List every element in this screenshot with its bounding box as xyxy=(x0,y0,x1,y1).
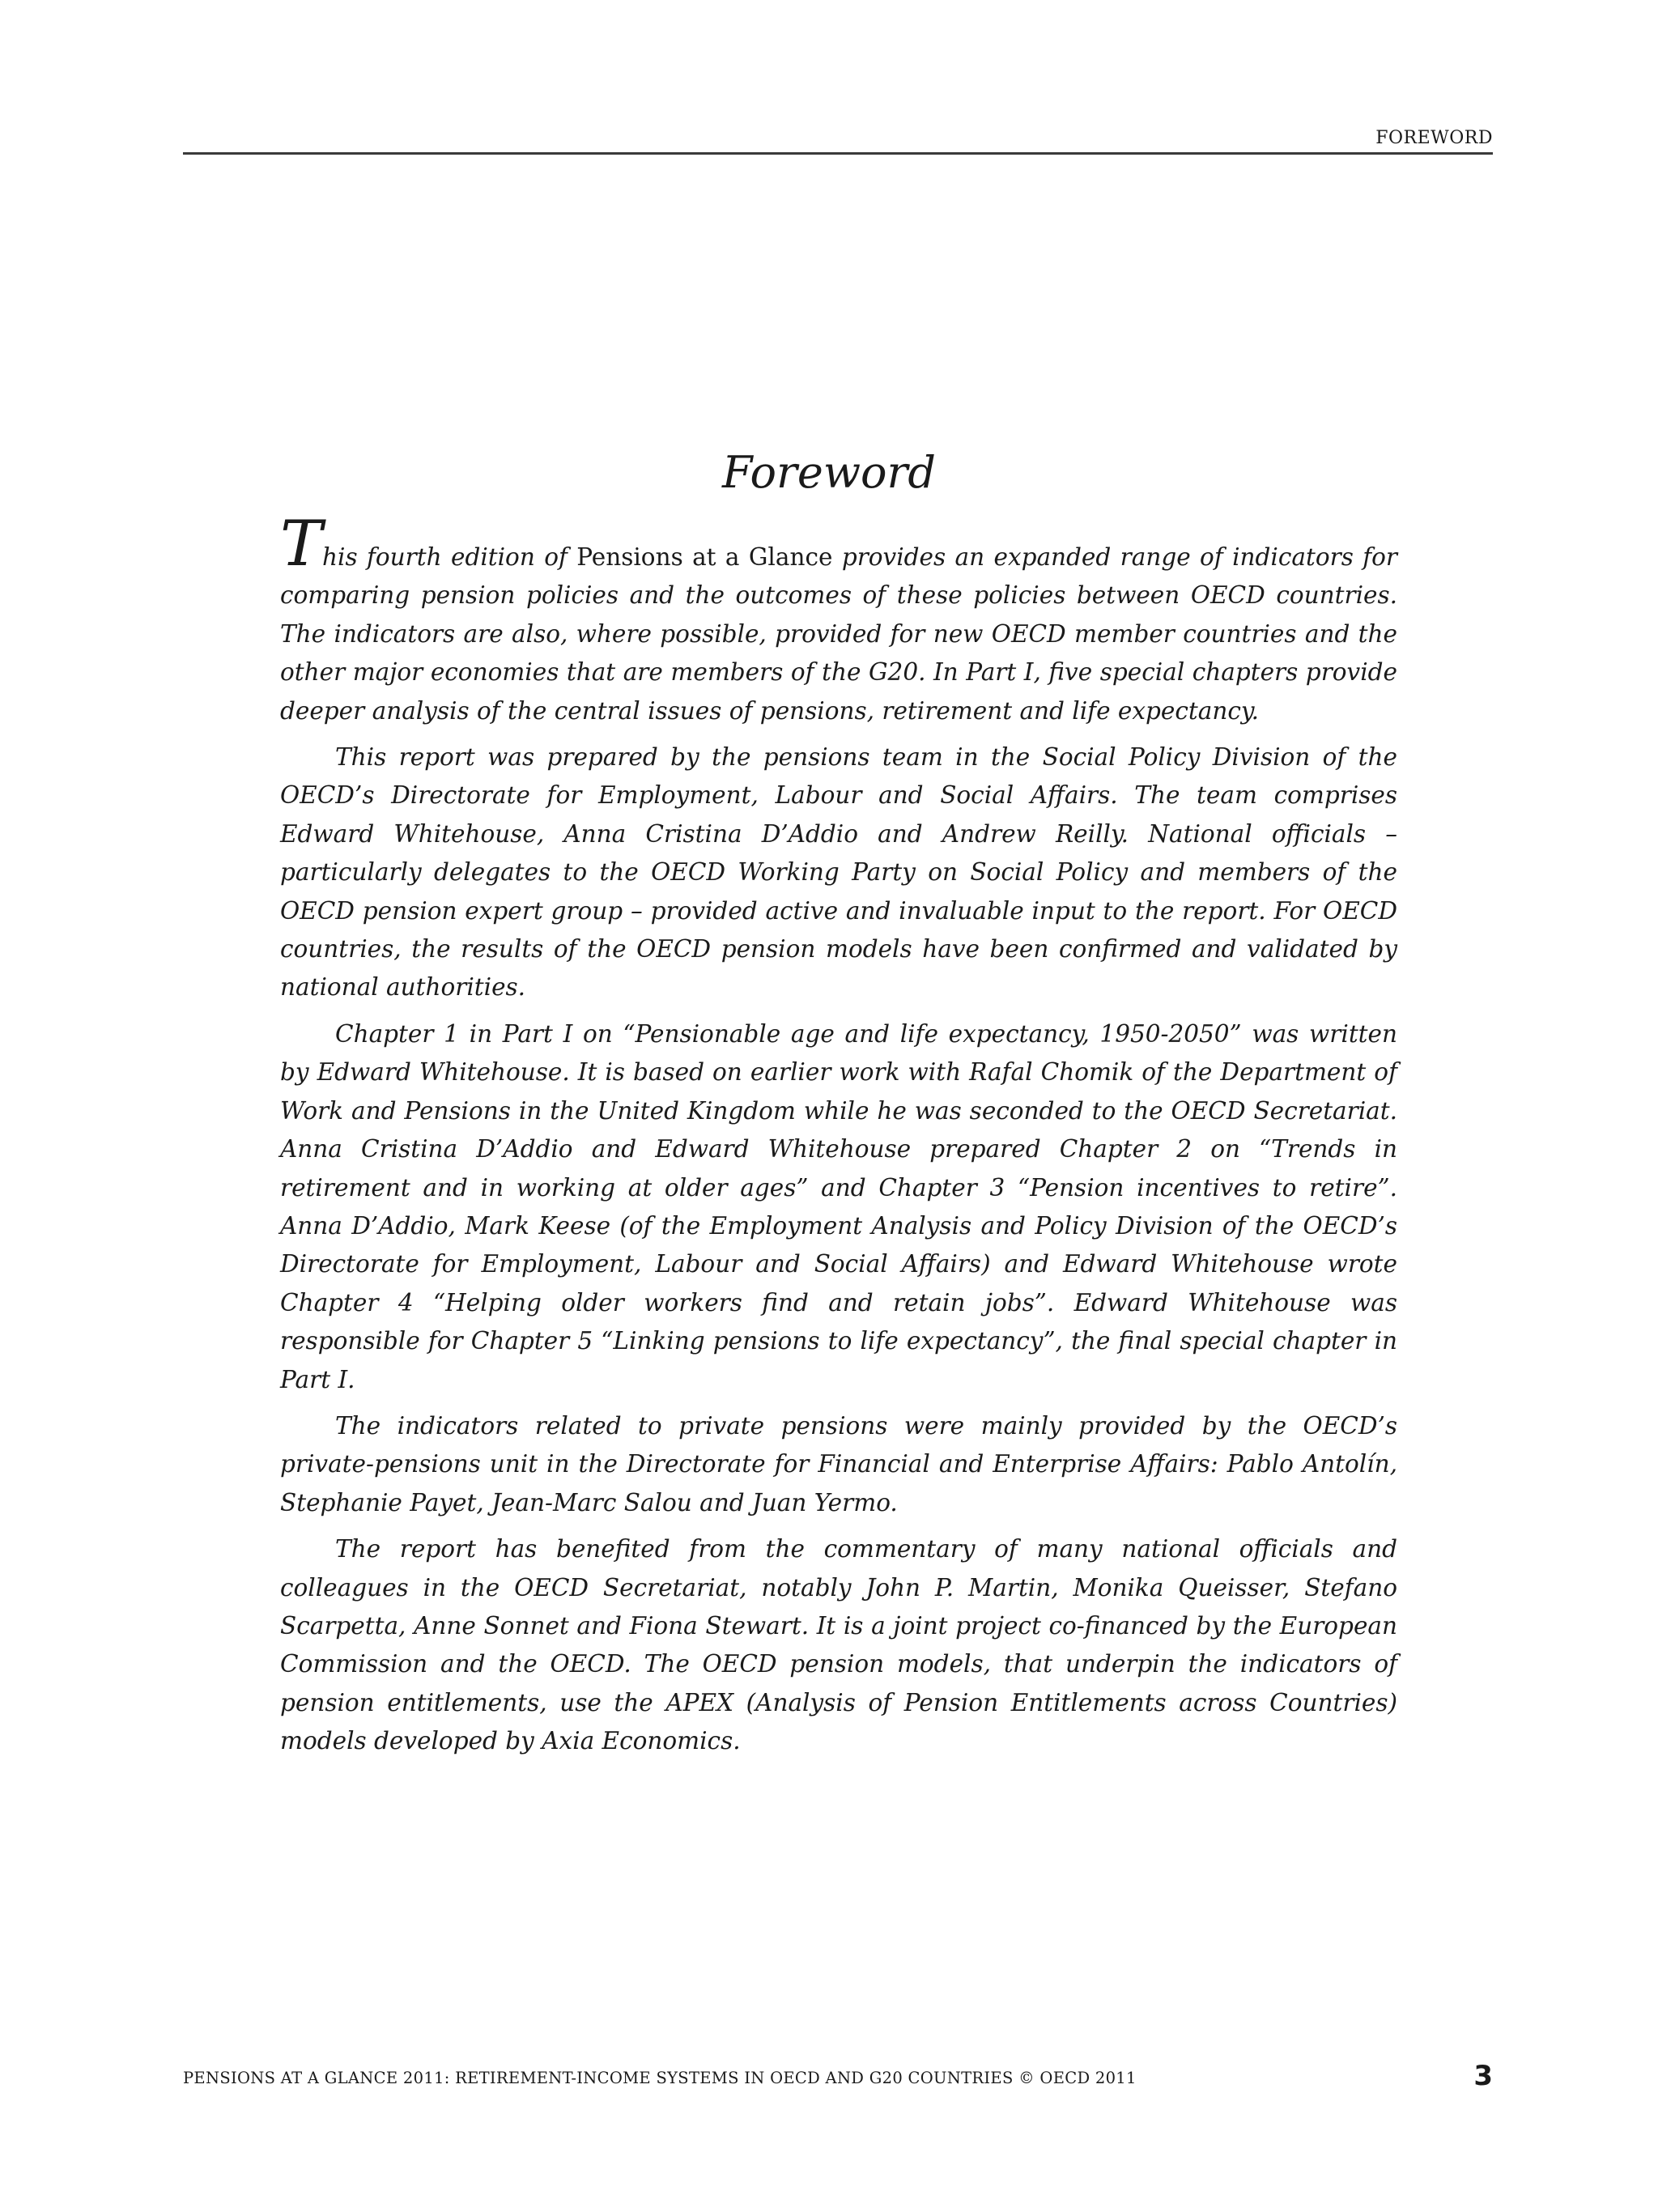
paragraph-5: The report has benefited from the commentary of many national officials and colleagues in the OECD Secretariat, notably John P. Martin, Monika Queisser, Stefano Scarpetta, Anne Sonnet and Fiona Stewart. It is a joint project co-financed by the European Commission and the OECD. The OECD pension models, that underpin the indicators of pension entitlements, use the APEX (Analysis of Pension Entitlements across Countries) models developed by Axia Economics. xyxy=(280,1535,1397,1755)
paragraph-1-rest: provides an expanded range of indicators for comparing pension policies and the outcomes of these policies between OECD countries. The indicators are also, where possible, provided for new OECD member countries and the other major economies that are members of the G20. In Part I, five special chapters provide deeper analysis of the central issues of pensions, retirement and life expectancy. xyxy=(280,543,1397,725)
page-number: 3 xyxy=(1473,2060,1493,2092)
header-rule xyxy=(183,152,1493,155)
page-title: Foreword xyxy=(722,447,936,498)
drop-cap: T xyxy=(280,508,323,581)
running-head: FOREWORD xyxy=(1375,128,1493,148)
footer-citation: PENSIONS AT A GLANCE 2011: RETIREMENT-INCOME SYSTEMS IN OECD AND G20 COUNTRIES © OECD 2011 xyxy=(183,2069,1137,2087)
foreword-body xyxy=(280,508,1397,1769)
book-title: Pensions at a Glance xyxy=(576,543,833,571)
paragraph-1-lead: his fourth edition of xyxy=(322,543,577,571)
paragraph-2: This report was prepared by the pensions team in the Social Policy Division of the OECD’s Directorate for Employment, Labour and Social Affairs. The team comprises Edward Whitehouse, Anna Cristina D’Addio and Andrew Reilly. National officials – particularly delegates to the OECD Working Party on Social Policy and members of the OECD pension expert group – provided active and invaluable input to the report. For OECD countries, the results of the OECD pension models have been confirmed and validated by national authorities. xyxy=(280,743,1397,1002)
paragraph-1 xyxy=(280,508,1397,730)
paragraph-3: Chapter 1 in Part I on “Pensionable age and life expectancy, 1950-2050” was written by Edward Whitehouse. It is based on earlier work with Rafal Chomik of the Department of Work and Pensions in the United Kingdom while he was seconded to the OECD Secretariat. Anna Cristina D’Addio and Edward Whitehouse prepared Chapter 2 on “Trends in retirement and in working at older ages” and Chapter 3 “Pension incentives to retire”. Anna D’Addio, Mark Keese (of the Employment Analysis and Policy Division of the OECD’s Directorate for Employment, Labour and Social Affairs) and Edward Whitehouse wrote Chapter 4 “Helping older workers find and retain jobs”. Edward Whitehouse was responsible for Chapter 5 “Linking pensions to life expectancy”, the final special chapter in Part I. xyxy=(280,1019,1397,1393)
paragraph-4: The indicators related to private pensions were mainly provided by the OECD’s private-pensions unit in the Directorate for Financial and Enterprise Affairs: Pablo Antolín, Stephanie Payet, Jean-Marc Salou and Juan Yermo. xyxy=(280,1411,1397,1516)
